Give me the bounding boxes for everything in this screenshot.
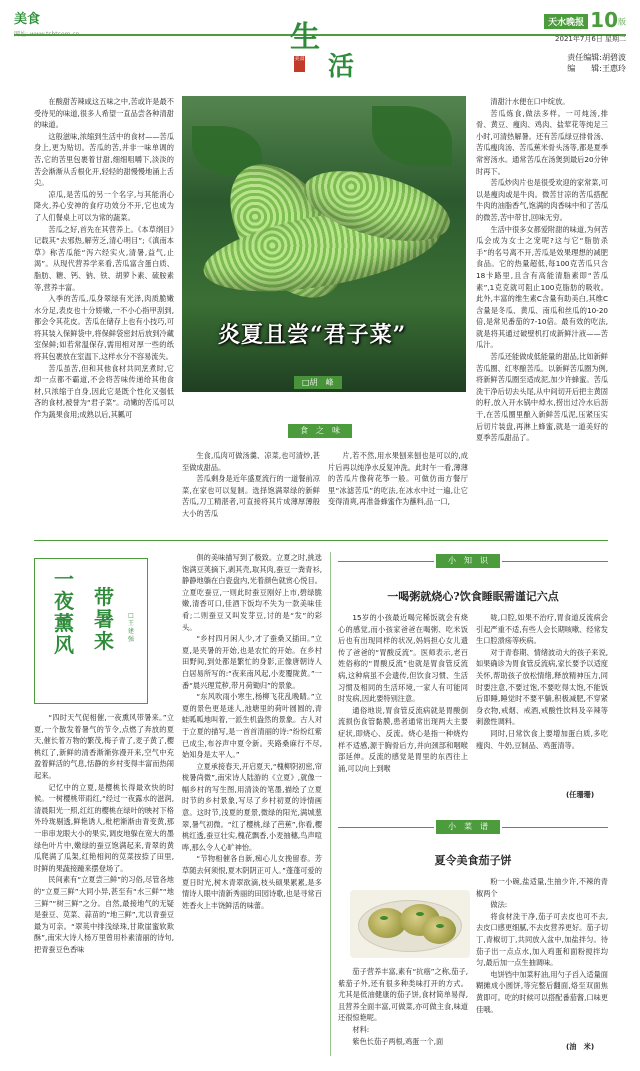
knowledge-col-1-text [338,612,468,774]
logo-char-sheng: 生 [290,20,320,55]
lead-story-col-2-text [182,450,320,520]
knowledge-col-2 [476,612,608,788]
paragraph: 咙,口腔,如果不治疗,胃食道反流病会引起严重不适,有些人会长期咳嗽、经常发生口腔溃疡等疾病。 [476,613,608,646]
paragraph: 生活中很多女都爱附甜的味道,为何苦瓜会成为女士之宠呢?这与它“脂肪杀手”的名号离不开,苦瓜是效果理想的减肥食品。它的热量超低,每100克苦瓜只含18卡路里,且含有高能清脂素即“苦瓜素”,1克克就可阻止100克脂肪的吸收。此外,丰富的维生素C含量有助美白,其维C含量是冬瓜、黄瓜、南瓜和丝瓜的10-20倍,是常见番茄的7-10倍。最有效的吃法,就是将其通过破壁机打成新鲜汁液——苦瓜汁。 [476,224,608,350]
second-story-byline: □王建强 [127,612,134,643]
label-rule [338,561,434,562]
section-label-food: 食 之 味 [288,424,352,438]
knowledge-title: 一喝粥就烧心?饮食睡眠需谨记六点 [387,590,559,603]
paragraph: “乡村四月闲人少,才了蚕桑又插田。”立夏,是夹暑的开始,也是农忙的开始。在乡村田野间,到处都是繁忙的身影,正像唐朝诗人白居易所写的:“夜来南风起,小麦覆陇黄。”一番“晨兴理荒秽,带月荷锄归”的景象。 [182,634,322,690]
paragraph: 15岁的小孩最近喝完稀饭就会有烧心的感觉,而小孩家爸爸在喝粥、吃米饭后也有出现同样的状况,妈妈担心女儿遗传了爸爸的“胃酸反流”。医师表示,老百姓俗称的“胃酸反流”也就是胃食管反流病,这种病虽不会遗传,但饮食习惯、生活习惯及相同的生活环境,一家人有可能同时发病,因此要特别注意。 [338,613,468,704]
recipe-col-1-text [338,966,468,1047]
leaf-shape [372,106,452,166]
editor-credits [567,52,626,74]
label-rule [502,827,608,828]
paragraph: “节物相催各自新,痴心儿女挽留春。芳草随去何须恨,夏木阴阴正可人。”蓬蓬可爱的夏日时光,树木青翠欲滴,枝头硕果累累,是多情诗人眼中清新秀丽的田园诗歌,也是寻常百姓香火上丰饶鲜活的味蕾。 [182,854,322,910]
logo-char-huo: 活 [328,52,355,82]
paragraph: 凉瓜,是苦瓜的另一个名字,与其能消心降火,养心安神的食疗功效分不开,它也成为了人们餐桌上可以为常的蔬菜。 [34,189,174,222]
herb-garnish [416,912,424,916]
lead-story-col-3 [328,450,468,530]
cake-shape [422,916,456,944]
header-right [544,8,626,44]
second-story-col-1-text [34,712,174,955]
second-story-col-2-text [182,552,322,911]
section-label-recipe: 小 菜 谱 [436,820,500,834]
paragraph: 对于青春期、情绪波动大的孩子来说,如果确诊为胃食管反流病,家长要予以适度关怀,帮助孩子放松情绪,释放精神压力,同时要注意,不要过饱,不要吃得太饱,不能饭后即睡,睡觉时不要平躺,积极减肥,不穿紧身衣物,戒烟、戒酒,戒酸性饮料及辛辣等刺激性调料。 [476,647,608,727]
paragraph: 俱的美味描写到了极致。立夏之时,挑选饱满豆荚摘下,剥其壳,取其肉,蚕豆一粪青衫,静静地躺在白瓷盘内,光着颜色就赏心悦目。立夏吃蚕豆,一则此时蚕豆刚好上市,碧绿脆嫩,清香可口,佳酒下饭均不失为一款美味佳肴;二则蚕豆又叫发芽豆,讨的是“发”的彩头。 [182,553,322,632]
lead-story-byline: □胡 峰 [294,376,342,389]
lead-story-col-4 [476,96,608,528]
paragraph: 茄子营养丰富,素有“抗癌”之称,茄子,紫茄子外,还有很多种类味打开的方式。尤其是低油健康的茄子饼,食材简单易得,且营养全面丰富,可做菜,亦可做主食,味道还很惊艳呢。 [338,967,468,1023]
second-story-title-2: 带暑来 [94,585,114,653]
recipe-author: (油 米) [566,1042,595,1051]
page-number: 10 [590,8,618,32]
paragraph: 粉一小碗,盐适量,生抽少许,不辣的青椒两个 [476,877,608,898]
issue-date: 2021年7月6日 星期二 [555,35,626,43]
page-unit: 版 [618,17,626,27]
label-rule [338,827,434,828]
recipe-col-2-text [476,876,608,1015]
bitter-melon-photo [182,96,466,392]
section-name: 美食 [14,12,41,27]
logo-tag: 美食 [294,56,305,72]
second-story-col-2 [182,552,322,1056]
paragraph: 苦瓜炒肉片也是很受欢迎的家常菜,可以是瘦肉或是牛肉。微苦甘凉的苦瓜搭配牛肉的油脂香气,饱满的肉香味中和了苦瓜的微苦,苦中带甘,回味无穷。 [476,178,608,222]
section-label-knowledge: 小 知 识 [436,554,500,568]
paragraph: “四时天气促相催,一夜熏风带暑来。”立夏,一个散发着暑气的节令,点燃了奔放的夏天,催长着万物的繁茂,梅子青了,麦子黄了,樱桃红了,新鲜的清香渐渐弥漫开来,空气中充盈着鲜活的气息,恬静的乡村变得丰富而热闹起来。 [34,713,174,780]
label-rule [502,561,608,562]
paragraph: “东风吹雨小寒生,杨柳飞花乱晚睛。”立夏的景色更是迷人,池塘里的荷叶圆圆的,青蛙呱呱地叫着,一派生机盎然的景象。古人对于立夏的描写,是一首首清丽的诗:“纷纷红紫已成尘,布谷声中夏令新。夹路桑麻行不尽,始知身是太平人。” [182,692,322,760]
paragraph: 通俗地说,胃食管反流病就是胃酸倒流损伤食管黏膜,患者通常出现两大主要症状,即烧心、反流。烧心是指一种烧灼样不适感,源于胸骨后方,并向颈部和咽喉部延伸。反流的感觉是胃里的东西往上涌,可以向上到喉 [338,705,468,773]
paragraph: 在酸甜苦辣咸这五味之中,苦或许是最不受待见的味道,很多人希望一直品尝各种清甜的味道。 [34,97,174,130]
paragraph: 苦瓜炼食,做法多样。一可炖汤,排骨、黄豆、瘦肉、鸡肉、盐荤花等纯足三小时,可清热解暑。还有苦瓜绿豆排骨汤、苦瓜瘦肉汤、苦瓜蕉米骨头汤等,都是夏季常窖汤水。通常苦瓜在汤煲到最后20分钟时再下。 [476,108,608,176]
paragraph: 民间素有“立夏尝三鲜”的习俗,尽管各地的“立夏三鲜”大同小异,甚至有“水三鲜”“地三鲜”“树三鲜”之分。自然,最接地气的无疑是蚕豆、苋菜、蒜苗的“地三鲜”,尤以青蚕豆最为可亲。“翠英中排浅绿珠,甘欺崖蜜软欺酥”,南宋大诗人杨万里曾用朴素清丽的诗句,把青蚕豆色香味 [34,875,174,954]
paragraph: 苦瓜虽苦,但和其他食材共同烹煮时,它却一点都不霸道,不会将苦味传递给其他食材,只浓缩于自身,因此它是既个性化又强低吝的食材,被誉为“君子菜”。动嫩的苦瓜可以作为蔬果食用;成熟以后,其瓤可 [34,363,174,420]
paragraph: 立夏承接春天,开启夏天,“槐柳阴初密,帘栊暑尚微”,南宋诗人陆游的《立夏》,就像一幅乡村的写生图,用清淡的笔墨,描绘了立夏时节的乡村景象,写尽了乡村初夏的诗情画意。这时节,浅夏的夏景,微绿的阳光,满城葱翠,暑气初微。“红了樱桃,绿了芭蕉”,你看,樱桃红透,蚕豆壮实,槐花飘香,小麦抽穗,鸟声喧哗,那么令人心旷神怡。 [182,761,322,852]
recipe-col-1 [338,966,468,1058]
paragraph: 将食材洗干净,茄子可去皮也可不去,去皮口感更细腻,不去皮营养更好。茄子切丁,青椒切丁,共同放入盆中,加盐拌匀。待茄子出一点点水,加入鸡蛋和面粉搅拌均匀,最后加一点生抽调味。 [476,911,608,968]
paper-name: 天水晚报 [544,14,588,29]
paragraph: 同时,日常饮食上要增加蛋白质,多吃瘦肉、牛奶,豆制品、鸡蛋清等。 [476,728,608,750]
paragraph: 材料: [352,1024,370,1034]
paragraph: 电饼铛中加菜籽油,用勺子舀入适量面糊摊成小圆饼,等完整后翻面,烙至双面焦黄即可。吃的时候可以搭配番茄酱,口味更佳哦。 [476,969,608,1014]
lead-story-title: 炎夏且尝“君子菜” [218,322,407,348]
paragraph: 苦瓜剩身是近年盛夏流行的一道餐前凉菜,在家也可以复制。选择饱满翠绿的新鲜苦瓜,刀工精湛者,可直接将其片成薄厚薄般大小的苦瓜 [182,474,320,518]
paragraph: 清甜汁水便在口中绽放。 [490,97,570,106]
lead-story-col-3-text [328,450,468,508]
knowledge-author: (任珊珊) [566,790,595,799]
paragraph: 苦瓜之好,首先在其营养上。《本草纲目》记载其“去邪热,解劳乏,清心明目”;《滇南本草》称苦瓜能“泻六经实火,清暑,益气,止渴”。从现代营养学来看,苦瓜富含蛋白质、脂肪、糖、钙、钠、铁、胡萝卜素、硫胺素等,营养丰富。 [34,224,174,292]
lead-story-col-2 [182,450,320,530]
editor: 编 辑:王惠玲 [567,64,626,73]
paragraph: 做法: [490,900,508,910]
lead-story-col-1-text [34,96,174,421]
herb-garnish [436,924,444,928]
paragraph: 记忆中的立夏,是樱桃长得最欢快的时候。一树樱桃带雨红,“经过一夜露水的滋润,清晨阳光一照,红红的樱桃在绿叶的映衬下格外玲珑剔透,鲜艳诱人,枇杷渐渐由青变黄,那一串串龙眼大小的果实,调皮地躲在宽大的墨绿色叶片中,嫩绿的蚕豆饱满起来,青翠的黄瓜爬满了瓜架,红艳相间的苋菜按捺了田里,时鲜的果蔬接踵来摆登场了。 [34,782,174,873]
lead-story-col-1 [34,96,174,528]
section-logo [290,12,360,84]
story-divider [34,540,608,541]
herb-garnish [380,916,388,920]
recipe-title: 夏令美食茄子饼 [434,854,512,867]
page-header [0,0,640,88]
knowledge-col-1 [338,612,468,796]
knowledge-col-2-text [476,612,608,751]
second-story-title-1: 一夜薰风 [54,567,74,657]
paragraph: 这般滋味,浓缩到生活中的食材——苦瓜身上,更为贴切。苦瓜的苦,并非一味单调的苦,它的苦里包裹着甘甜,细细咀嚼下,淡淡的苦会渐渐从舌根化开,轻轻的甜慢慢地涌上舌尖。 [34,131,174,188]
lead-story-col-4-text [476,96,608,444]
recipe-col-2 [476,876,608,1040]
second-story-col-1 [34,712,174,1056]
chief-editor: 责任编辑:胡碧波 [567,53,626,62]
paragraph: 入季的苦瓜,瓜身翠绿有光泽,肉质脆嫩水分足,表皮也十分娇嫩,一不小心指甲刮到,都会令其花皮。苦瓜在储存上也有小技巧,可将其装入保鲜袋中,将保鲜袋密封后放到冷藏室保鲜;如若常温保存,需用相对厚一些的纸将其包裹放在室温下,这样水分不容易流失。 [34,294,174,362]
eggplant-cake-photo [350,890,470,958]
paragraph: 紫色长茄子两根,鸡蛋一个,面 [352,1036,444,1046]
paragraph: 片,若不然,用水果刨来刨也是可以的,成片后再以纯净水反复冲洗。此时午一看,薄薄的苦瓜片像荷花筝一般。可做仿南方餐厅里“冰滤苦瓜”的吃法,在冰水中过一遍,让它变得清爽,再准备蜂蜜作为蘸料,品一口, [328,451,468,507]
paragraph: 苦瓜还能做成低能量的甜品,比如新鲜苦瓜圈、红枣酿苦瓜。以新鲜苦瓜圈为例,将新鲜苦瓜圈至适成泥,加少许蜂蜜。苦瓜洗干净后切去头尾,从中间切开后把主黄固的籽,放入开水锅中焯水,捞出过冷水后沥干,在苦瓜圈里酿入新鲜苦瓜泥,压紧压实后切片装盘,再淋上蜂蜜,就是一道美好的夏季苦瓜甜品了。 [476,352,608,443]
column-divider [330,552,331,1056]
paragraph: 生食,瓜肉可做汤羹、凉菜,也可清炒,甚至做成甜品。 [182,451,320,472]
